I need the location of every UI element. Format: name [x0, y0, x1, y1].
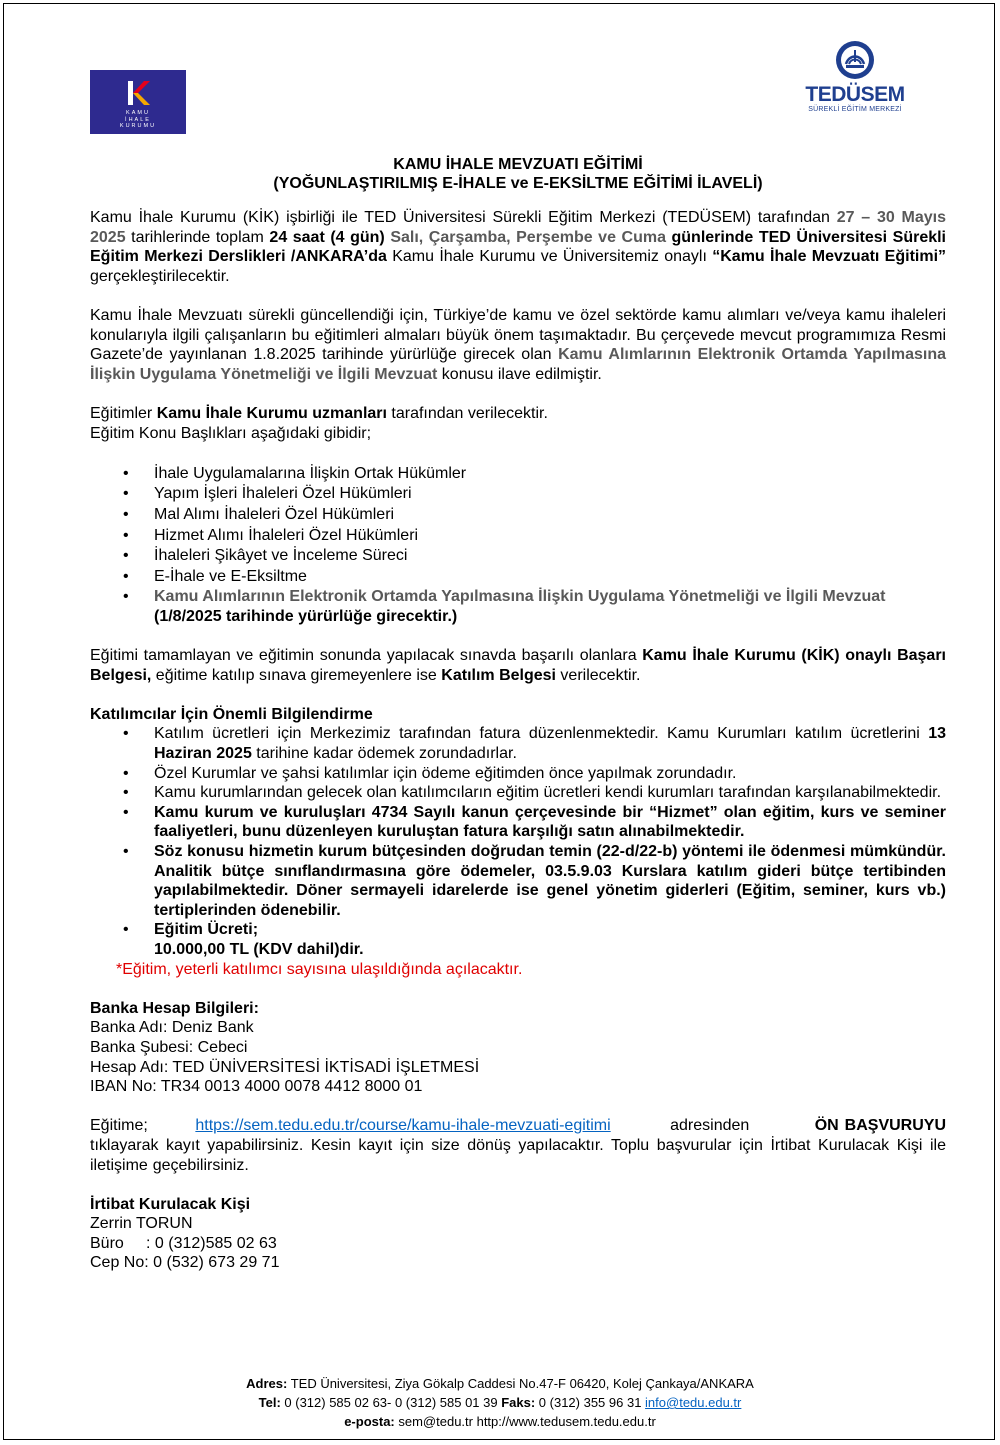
training-dates: 27 – 30 Mayıs 2025 [90, 209, 947, 246]
regulation-text: Kamu İhale Mevzuatı sürekli güncellendiği için, Türkiye’de kamu ve özel sektörde kamu alımları ve/veya kamu ihaleleri konularıyla ilgili çalışanların bu eğitimleri almaları büyük önem taşımaktadır. Bu çerçevede mevcut programımıza Resmi Gazete’de yayınlanan 1.8.2025 tarihinde yürürlüğe girecek olan [90, 306, 946, 364]
regulation-title: Kamu Alımlarının Elektronik Ortamda Yapılmasına İlişkin Uygulama Yönetmeliği ve İlgili Mevzuat [90, 346, 946, 383]
fee-label: Eğitim Ücreti; [154, 921, 259, 939]
contact-heading: İrtibat Kurulacak Kişi [90, 1195, 251, 1213]
list-item [90, 842, 946, 920]
success-certificate: Kamu İhale Kurumu (KİK) onaylı Başarı Belgesi, [90, 647, 946, 684]
regulation-paragraph [90, 306, 946, 384]
fee-amount: 10.000,00 TL (KDV dahil)dir. [154, 940, 364, 958]
bank-branch: Banka Şubesi: Cebeci [90, 1038, 248, 1056]
intro-text: Kamu İhale Kurumu ve Üniversitemiz onaylı [386, 248, 713, 266]
minimum-participants-note: *Eğitim, yeterli katılımcı sayısına ulaşıldığında açılacaktır. [116, 960, 523, 978]
certificate-paragraph [90, 646, 946, 685]
fax: 0 (312) 355 96 31 [535, 1395, 646, 1410]
bank-heading: Banka Hesap Bilgileri: [90, 999, 259, 1017]
tedusem-logo [800, 40, 910, 122]
title-line-2: (YOĞUNLAŞTIRILMIŞ E-İHALE ve E-EKSİLTME EĞİTİMİ İLAVELİ) [273, 175, 763, 192]
certificate-text: eğitime katılıp sınava giremeyenlere ise [151, 666, 442, 684]
list-item: • Mal Alımı İhaleleri Özel Hükümleri [90, 505, 946, 526]
apply-text: tıklayarak kayıt yapabilirsiniz. Kesin kayıt için size dönüş yapılacaktır. Toplu başvurular için İrtibat Kurulacak Kişi ile iletişime geçebilirsiniz. [90, 1136, 946, 1174]
payment-deadline: 13 Haziran 2025 [154, 725, 946, 763]
email-and-website: sem@tedu.tr http://www.tedusem.tedu.edu.tr [394, 1414, 656, 1429]
kik-logo-text-3: KURUMU [119, 123, 157, 129]
trainers-bold: Kamu İhale Kurumu uzmanları [156, 404, 387, 422]
contact-name: Zerrin TORUN [90, 1215, 193, 1233]
email-label: e-posta: [344, 1414, 395, 1429]
document-title [90, 155, 946, 193]
info-heading [90, 705, 946, 725]
training-location: günlerinde TED Üniversitesi Sürekli Eğitim Merkezi Derslikleri /ANKARA’da [90, 228, 947, 266]
office-phone: : 0 (312)585 02 63 [146, 1234, 277, 1252]
certificate-text: verilecektir. [555, 666, 641, 684]
footer-email-line [0, 1412, 1000, 1431]
intro-text: gerçekleştirilecektir. [90, 267, 230, 285]
application-link[interactable]: https://sem.tedu.edu.tr/course/kamu-ihale-mevzuati-egitimi [195, 1117, 611, 1135]
address-label: Adres: [246, 1376, 288, 1391]
list-item: • Özel Kurumlar ve şahsi katılımlar için ödeme eğitimden önce yapılmak zorundadır. [90, 764, 946, 784]
topic-regulation: Kamu Alımlarının Elektronik Ortamda Yapılmasına İlişkin Uygulama Yönetmeliği ve İlgili Mevzuat [154, 588, 886, 606]
account-name: Hesap Adı: TED ÜNİVERSİTESİ İKTİSADİ İŞLETMESİ [90, 1058, 480, 1076]
trainers-text: Eğitimler [90, 404, 157, 422]
course-name: “Kamu İhale Mevzuatı Eğitimi” [712, 248, 947, 266]
info-email-link[interactable]: info@tedu.edu.tr [645, 1395, 742, 1410]
training-hours: 24 saat (4 gün) [269, 228, 385, 246]
list-item [90, 724, 946, 763]
footer-phone-line [0, 1393, 1000, 1412]
intro-text: tarihlerinde toplam [125, 228, 270, 246]
tedu-emblem-icon [835, 40, 875, 80]
training-days: Salı, Çarşamba, Perşembe ve Cuma [390, 228, 666, 246]
topics-list [90, 464, 946, 627]
application-paragraph [90, 1116, 946, 1175]
pre-application-label: ÖN BAŞVURUYU [814, 1117, 947, 1135]
list-item: • Hizmet Alımı İhaleleri Özel Hükümleri [90, 526, 946, 547]
list-item: • Kamu kurumlarından gelecek olan katılımcıların eğitim ücretleri kendi kurumları tarafından karşılanabilmektedir. [90, 783, 946, 803]
info-text: Katılım ücretleri için Merkezimiz tarafından fatura düzenlenmektedir. Kamu Kurumları katılım ücretlerini [154, 725, 929, 743]
page-footer [0, 1374, 1000, 1431]
topics-intro: Eğitim Konu Başlıkları aşağıdaki gibidir; [90, 424, 372, 442]
address: TED Üniversitesi, Ziya Gökalp Caddesi No.47-F 06420, Kolej Çankaya/ANKARA [287, 1376, 754, 1391]
bank-name: Banka Adı: Deniz Bank [90, 1019, 254, 1037]
kik-logo-text-1: KAMU [126, 110, 150, 116]
title-line-1: KAMU İHALE MEVZUATI EĞİTİMİ [393, 156, 643, 173]
tedusem-subtitle: SÜREKLİ EĞİTİM MERKEZİ [808, 106, 902, 113]
contact-info [90, 1195, 946, 1273]
kik-logo-text-2: İHALE [125, 116, 151, 123]
iban: IBAN No: TR34 0013 4000 0078 4412 8000 01 [90, 1078, 423, 1096]
certificate-text: Eğitimi tamamlayan ve eğitimin sonunda yapılacak sınavda başarılı olanlara [90, 647, 643, 665]
info-bold-text: Kamu kurum ve kuruluşları 4734 Sayılı kanun çerçevesinde bir “Hizmet” olan eğitim, kurs ve seminer faaliyetleri, bunu düzenleyen kuruluştan fatura karşılığı satın alınabilmektedir. [154, 803, 946, 841]
bank-info [90, 999, 946, 1097]
regulation-text: konusu ilave edilmiştir. [437, 365, 602, 383]
info-text: tarihine kadar ödemek zorundadırlar. [251, 745, 517, 763]
intro-text: Kamu İhale Kurumu (KİK) işbirliği ile TED Üniversitesi Sürekli Eğitim Merkezi (TEDÜSEM) tarafından [90, 209, 837, 226]
kik-k-icon [120, 78, 154, 108]
trainers-paragraph [90, 404, 946, 443]
apply-text: Eğitime; [90, 1117, 154, 1135]
footer-address-line [0, 1374, 1000, 1393]
apply-text: adresinden [664, 1117, 756, 1135]
document-body [90, 155, 946, 1273]
topic-effective-date: (1/8/2025 tarihinde yürürlüğe girecektir.) [154, 607, 458, 625]
list-item: • İhaleleri Şikâyet ve İnceleme Süreci [90, 546, 946, 567]
list-item [90, 803, 946, 842]
list-item [90, 587, 946, 626]
kik-logo [90, 70, 186, 134]
fax-label: Faks: [501, 1395, 536, 1410]
office-label: Büro [90, 1234, 124, 1252]
list-item: • E-İhale ve E-Eksiltme [90, 567, 946, 588]
tel: 0 (312) 585 02 63- 0 (312) 585 01 39 [280, 1395, 502, 1410]
list-item [90, 920, 946, 959]
mobile-phone: Cep No: 0 (532) 673 29 71 [90, 1254, 280, 1272]
tel-label: Tel: [258, 1395, 281, 1410]
trainers-text: tarafından verilecektir. [386, 404, 548, 422]
info-heading-text: Katılımcılar İçin Önemli Bilgilendirme [90, 705, 373, 723]
attendance-certificate: Katılım Belgesi [441, 666, 556, 684]
list-item: • Yapım İşleri İhaleleri Özel Hükümleri [90, 484, 946, 505]
tedusem-name: TEDÜSEM [805, 83, 905, 106]
intro-paragraph [90, 208, 946, 286]
info-bold-text: Söz konusu hizmetin kurum bütçesinden doğrudan temin (22-d/22-b) yöntemi ile ödenmesi mümkündür. Analitik bütçe sınıflandırmasına göre ödemeler, 03.5.9.03 Kurslara katılım gideri bütçe tertibinden yapılabilmektedir. Döner sermayeli idarelerde ise genel yönetim giderleri (Eğitim, seminer, kurs vb.) tertiplerinden ödenebilir. [154, 843, 946, 919]
info-list [90, 724, 946, 959]
list-item: • İhale Uygulamalarına İlişkin Ortak Hükümler [90, 464, 946, 485]
